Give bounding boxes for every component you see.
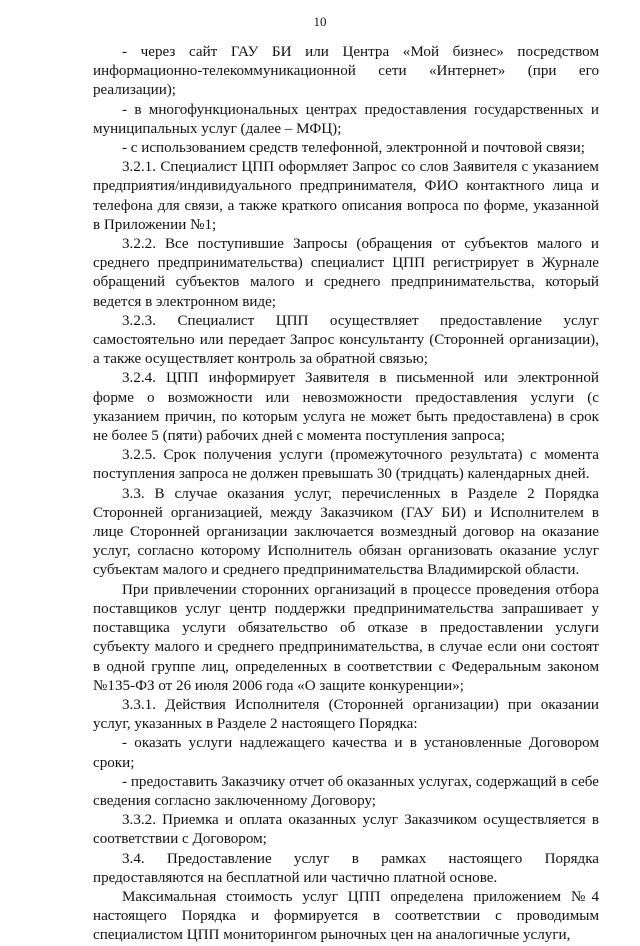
paragraph-3-2-4: 3.2.4. ЦПП информирует Заявителя в письменной или электронной форме о возможности или невозможности предоставления услуги (с указанием причин, по которым услуга не может быть предоставлена) в срок не более 5 (пяти) рабочих дней с момента поступления запроса; <box>93 370 599 445</box>
paragraph-website-channel: - через сайт ГАУ БИ или Центра «Мой бизнес» посредством информационно-телекоммуникационной сети «Интернет» (при его реализации); <box>93 44 599 99</box>
paragraph-3-2-2: 3.2.2. Все поступившие Запросы (обращения от субъектов малого и среднего предпринимательства) специалист ЦПП регистрирует в Журнале обращений субъектов малого и среднего предпринимательства, который ведется в электронном виде; <box>93 236 599 310</box>
page-number: 10 <box>313 14 327 29</box>
paragraph-3-3-2: 3.3.2. Приемка и оплата оказанных услуг Заказчиком осуществляется в соответствии с Договором; <box>93 812 599 848</box>
paragraph-3-2-1: 3.2.1. Специалист ЦПП оформляет Запрос со слов Заявителя с указанием предприятия/индивидуального предпринимателя, ФИО контактного лица и телефона для связи, а также краткого описания вопроса по форме, указанной в Приложении №1; <box>93 159 599 233</box>
document-body <box>93 43 599 946</box>
paragraph-communications-channel: - с использованием средств телефонной, электронной и почтовой связи; <box>122 140 585 157</box>
paragraph-3-3-1: 3.3.1. Действия Исполнителя (Сторонней организации) при оказании услуг, указанных в Разделе 2 настоящего Порядка: <box>93 696 599 733</box>
paragraph-third-party-selection: При привлечении сторонних организаций в процессе проведения отбора поставщиков услуг центр поддержки предпринимательства запрашивает у поставщика услуги обязательство об отказе в предоставлении услуги субъекту малого и среднего предпринимательства, в случае если они состоят в одной группе лиц, определенных в соответствии с Федеральным законом №135-ФЗ от 26 июля 2006 года «О защите конкуренции»; <box>93 581 599 694</box>
paragraph-3-2-5: 3.2.5. Срок получения услуги (промежуточного результата) с момента поступления запроса не должен превышать 30 (тридцать) календарных дней. <box>93 447 599 483</box>
paragraph-3-4: 3.4. Предоставление услуг в рамках настоящего Порядка предоставляются на бесплатной или частично платной основе. <box>93 850 599 886</box>
paragraph-mfc-channel: - в многофункциональных центрах предоставления государственных и муниципальных услуг (далее – МФЦ); <box>93 101 599 137</box>
paragraph-report-obligation: - предоставить Заказчику отчет об оказанных услугах, содержащий в себе сведения согласно заключенному Договору; <box>93 773 599 809</box>
paragraph-quality-obligation: - оказать услуги надлежащего качества и в установленные Договором сроки; <box>93 735 599 771</box>
paragraph-max-cost: Максимальная стоимость услуг ЦПП определена приложением №4 настоящего Порядка и формируется в соответствии с проводимым специалистом ЦПП мониторингом рыночных цен на аналогичные услуги, <box>93 888 599 944</box>
paragraph-3-2-3: 3.2.3. Специалист ЦПП осуществляет предоставление услуг самостоятельно или передает Запрос консультанту (Сторонней организации), а также осуществляет контроль за обратной связью; <box>93 312 599 368</box>
paragraph-3-3: 3.3. В случае оказания услуг, перечисленных в Разделе 2 Порядка Сторонней организацией, между Заказчиком (ГАУ БИ) и Исполнителем в лице Сторонней организации заключается возмездный договор на оказание услуг, согласно которому Исполнитель обязан организовать оказание услуг субъектам малого и среднего предпринимательства Владимирской области. <box>93 485 599 579</box>
